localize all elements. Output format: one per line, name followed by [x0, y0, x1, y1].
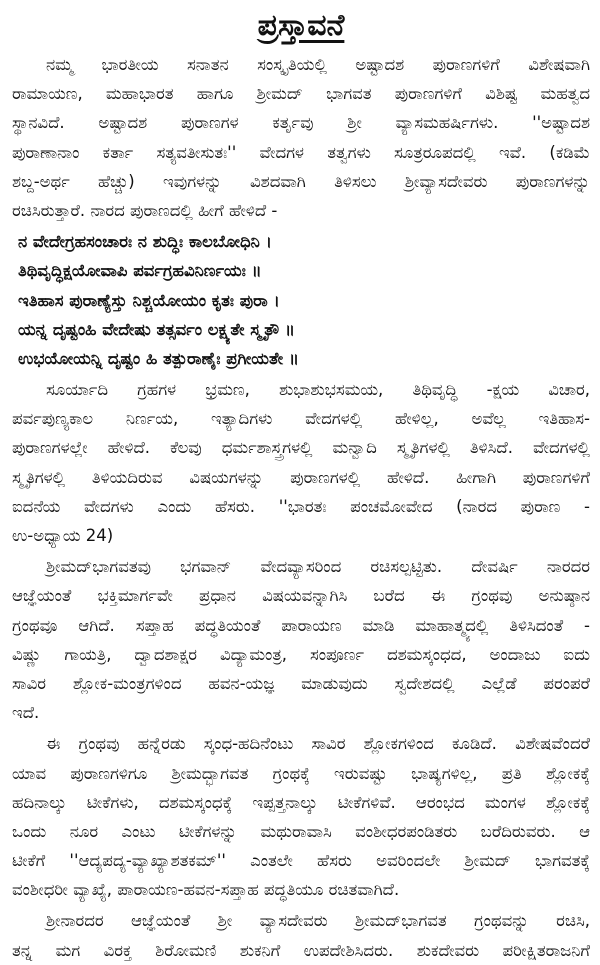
text-line: ನಮ್ಮ ಭಾರತೀಯ ಸನಾತನ ಸಂಸ್ಕೃತಿಯಲ್ಲಿ ಅಷ್ಟಾದಶ ಪುರಾಣಗಳಿಗೆ ವಿಶೇಷವಾಗಿ — [46, 55, 590, 74]
paragraph — [12, 50, 590, 225]
page-title: ಪ್ರಸ್ತಾವನೆ — [257, 8, 345, 43]
verse-block — [12, 227, 590, 373]
paragraph — [12, 552, 590, 727]
paragraph — [12, 906, 590, 964]
text-line: ಹದಿನಾಲ್ಕು ಟೀಕೆಗಳು, ದಶಮಸ್ಕಂಧಕ್ಕೆ ಇಪ್ಪತ್ತನಾಲ್ಕು ಟೀಕೆಗಳಿವೆ. ಆರಂಭದ ಮಂಗಳ ಶ್ಲೋಕಕ್ಕೆ — [12, 792, 590, 812]
text-line: ಟೀಕೆಗೆ ''ಆದ್ಯಪದ್ಯ-ವ್ಯಾಖ್ಯಾಶತಕಮ್'' ಎಂತಲೇ ಹೆಸರು ಅವರಿಂದಲೇ ಶ್ರೀಮದ್ ಭಾಗವತಕ್ಕೆ — [12, 851, 590, 871]
text-line: ಐದನೆಯ ವೇದಗಳು ಎಂದು ಹೆಸರು. ''ಭಾರತಃ ಪಂಚಮೋವೇದ (ನಾರದ ಪುರಾಣ - — [12, 496, 590, 516]
text-line: ಶ್ರೀಮದ್‌ಭಾಗವತವು ಭಗವಾನ್ ವೇದವ್ಯಾಸರಿಂದ ರಚಿಸಲ್ಪಟ್ಟಿತು. ದೇವರ್ಷಿ ನಾರದರ — [46, 557, 590, 577]
paragraph — [12, 375, 590, 550]
text-line: ಶಬ್ದ-ಅರ್ಥ ಹೆಚ್ಚು) ಇವುಗಳನ್ನು ವಿಶದವಾಗಿ ತಿಳಿಸಲು ಶ್ರೀವ್ಯಾಸದೇವರು ಪುರಾಣಗಳನ್ನು — [12, 171, 590, 191]
text-line: ಪುರಾಣಗಳಲ್ಲೇ ಹೇಳಿದೆ. ಕೆಲವು ಧರ್ಮಶಾಸ್ತ್ರಗಳಲ್ಲಿ ಮನ್ವಾದಿ ಸ್ಮೃತಿಗಳಲ್ಲಿ ತಿಳಿಸಿದೆ. ವೇದಗಳಲ್ಲಿ — [12, 438, 590, 458]
text-line: ಗ್ರಂಥವೂ ಆಗಿದೆ. ಸಪ್ತಾಹ ಪದ್ಧತಿಯಂತೆ ಪಾರಾಯಣ ಮಾಡಿ ಮಾಹಾತ್ಮ್ಯದಲ್ಲಿ ತಿಳಿಸಿದಂತೆ - — [12, 615, 590, 635]
text-line: ಯಾವ ಪುರಾಣಗಳಿಗೂ ಶ್ರೀಮದ್ಭಾಗವತ ಗ್ರಂಥಕ್ಕೆ ಇರುವಷ್ಟು ಭಾಷ್ಯಗಳಿಲ್ಲ, ಪ್ರತಿ ಶ್ಲೋಕಕ್ಕೆ — [12, 763, 590, 783]
text-line: ರಾಮಾಯಣ, ಮಹಾಭಾರತ ಹಾಗೂ ಶ್ರೀಮದ್ ಭಾಗವತ ಪುರಾಣಗಳಿಗೆ ವಿಶಿಷ್ಟ ಮಹತ್ವದ — [12, 84, 590, 104]
verse-line: ಇತಿಹಾಸ ಪುರಾಣ್ಯೆಸ್ತು ನಿಶ್ಚಯೋಯಂ ಕೃತಃ ಪುರಾ । — [18, 290, 280, 310]
text-line: ಪುರಾಣಾನಾಂ ಕರ್ತಾ ಸತ್ಯವತೀಸುತಃ'' ವೇದಗಳ ತತ್ವಗಳು ಸೂತ್ರರೂಪದಲ್ಲಿ ಇವೆ. (ಕಡಿಮೆ — [12, 142, 590, 162]
text-line: ತನ್ನ ಮಗ ವಿರಕ್ತ ಶಿರೋಮಣಿ ಶುಕನಿಗೆ ಉಪದೇಶಿಸಿದರು. ಶುಕದೇವರು ಪರೀಕ್ಷಿತರಾಜನಿಗೆ — [12, 940, 590, 960]
text-line: ವಂಶೀಧರೀ ವ್ಯಾಖ್ಯೆ, ಪಾರಾಯಣ-ಹವನ-ಸಪ್ತಾಹ ಪದ್ಧತಿಯೂ ರಚಿತವಾಗಿದೆ. — [12, 880, 400, 900]
document-body — [12, 50, 590, 965]
verse-line: ತಿಥಿವೃದ್ಧಿಕ್ಷಯೋವಾಪಿ ಪರ್ವಗ್ರಹವಿನಿರ್ಣಯಃ ॥ — [18, 261, 262, 281]
paragraph — [12, 729, 590, 904]
verse-line: ಉಭಯೋಯನ್ನಿ ದೃಷ್ಟಂ ಹಿ ತತ್ಪುರಾಣೈಃ ಪ್ರಗೀಯತೇ ॥ — [18, 348, 299, 368]
text-line: ರಚಿಸಿರುತ್ತಾರೆ. ನಾರದ ಪುರಾಣದಲ್ಲಿ ಹೀಗೆ ಹೇಳಿದೆ - — [12, 200, 278, 220]
text-line: ಈ ಗ್ರಂಥವು ಹನ್ನೆರಡು ಸ್ಕಂಧ-ಹದಿನೆಂಟು ಸಾವಿರ ಶ್ಲೋಕಗಳಿಂದ ಕೂಡಿದೆ. ವಿಶೇಷವೆಂದರೆ — [46, 734, 590, 754]
text-line: ಆಜ್ಞೆಯಂತೆ ಭಕ್ತಿಮಾರ್ಗವೇ ಪ್ರಧಾನ ವಿಷಯವನ್ನಾಗಿಸಿ ಬರೆದ ಈ ಗ್ರಂಥವು ಅನುಷ್ಠಾನ — [12, 586, 590, 606]
text-line: ಉ-ಅಧ್ಯಾಯ 24) — [12, 526, 114, 545]
verse-line: ನ ವೇದೇಗ್ರಹಸಂಚಾರಃ ನ ಶುದ್ಧಿಃ ಕಾಲಬೋಧಿನಿ । — [18, 232, 272, 252]
text-line: ಇದೆ. — [12, 703, 40, 723]
text-line: ಪರ್ವಪುಣ್ಯಕಾಲ ನಿರ್ಣಯ, ಇತ್ಯಾದಿಗಳು ವೇದಗಳಲ್ಲಿ ಹೇಳಿಲ್ಲ, ಅವೆಲ್ಲ ಇತಿಹಾಸ- — [12, 409, 590, 429]
text-line: ಸ್ಥಾನವಿದೆ. ಅಷ್ಟಾದಶ ಪುರಾಣಗಳ ಕರ್ತೃವು ಶ್ರೀ ವ್ಯಾಸಮಹರ್ಷಿಗಳು. ''ಅಷ್ಟಾದಶ — [12, 113, 590, 133]
text-line: ಶ್ರೀನಾರದರ ಆಜ್ಞೆಯಂತೆ ಶ್ರೀ ವ್ಯಾಸದೇವರು ಶ್ರೀಮದ್‌ಭಾಗವತ ಗ್ರಂಥವನ್ನು ರಚಿಸಿ, — [46, 911, 590, 931]
text-line: ಸ್ಮೃತಿಗಳಲ್ಲಿ ತಿಳಿಯದಿರುವ ವಿಷಯಗಳನ್ನು ಪುರಾಣಗಳಲ್ಲಿ ಹೇಳಿದೆ. ಹೀಗಾಗಿ ಪುರಾಣಗಳಿಗೆ — [12, 467, 590, 487]
text-line: ಒಂದು ನೂರ ಎಂಟು ಟೀಕೆಗಳನ್ನು ಮಥುರಾವಾಸಿ ವಂಶೀಧರಪಂಡಿತರು ಬರೆದಿರುವರು. ಆ — [12, 821, 590, 841]
text-line: ವಿಷ್ಣು ಗಾಯತ್ರಿ, ದ್ವಾದಶಾಕ್ಷರ ವಿದ್ಯಾಮಂತ್ರ, ಸಂಪೂರ್ಣ ದಶಮಸ್ಕಂಧದ, ಅಂದಾಜು ಐದು — [12, 644, 590, 664]
text-line: ಸೂರ್ಯಾದಿ ಗ್ರಹಗಳ ಭ್ರಮಣ, ಶುಭಾಶುಭಸಮಯ, ತಿಥಿವೃದ್ಧಿ -ಕ್ಷಯ ವಿಚಾರ, — [46, 380, 590, 400]
verse-line: ಯನ್ನ ದೃಷ್ಟಂಹಿ ವೇದೇಷು ತತ್ಸರ್ವಂ ಲಕ್ಷ್ಯತೇ ಸ್ಮೃತೌ ॥ — [18, 319, 295, 339]
text-line: ಸಾವಿರ ಶ್ಲೋಕ-ಮಂತ್ರಗಳಿಂದ ಹವನ-ಯಜ್ಞ ಮಾಡುವುದು ಸ್ವದೇಶದಲ್ಲಿ ಎಲ್ಲೆಡೆ ಪರಂಪರೆ — [12, 673, 590, 693]
